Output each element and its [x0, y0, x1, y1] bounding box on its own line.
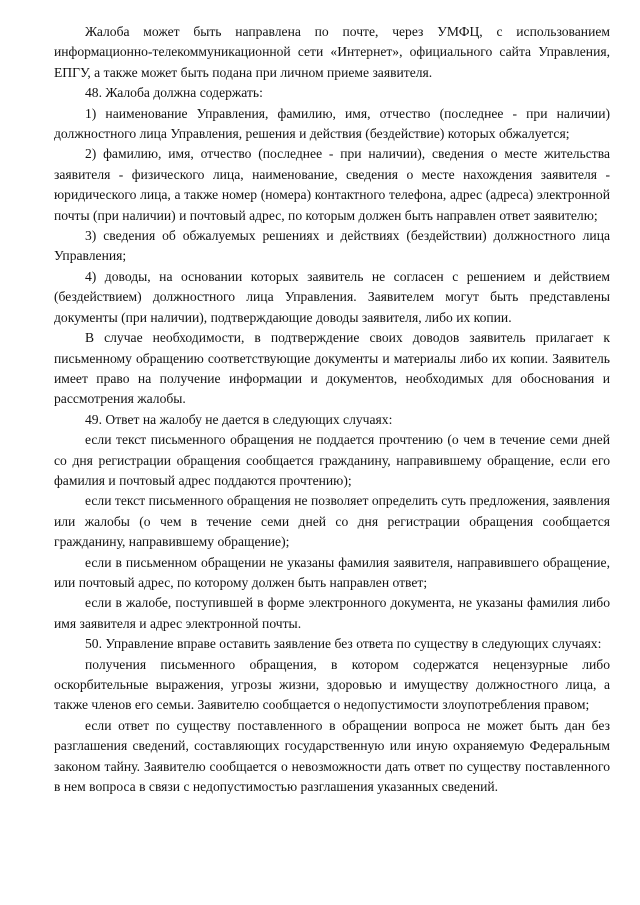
paragraph-49-case-no-name-address: если в письменном обращении не указаны фамилия заявителя, направившего обращение, или почтовый адрес, по которому должен быть направлен ответ; [54, 554, 610, 590]
paragraph-49-case-unreadable: если текст письменного обращения не поддается прочтению (о чем в течение семи дней со дня регистрации обращения сообщается гражданину, направившему обращение, если его фамилия и почтовый адрес поддаются прочтению); [54, 432, 610, 488]
paragraph-50-case-obscene: получения письменного обращения, в котором содержатся нецензурные либо оскорбительные выражения, угрозы жизни, здоровью и имуществу должностного лица, а также членов его семьи. Заявителю сообщается о недопустимости злоупотребления правом; [54, 656, 610, 713]
paragraph-48-item-2: 2) фамилию, имя, отчество (последнее - при наличии), сведения о месте жительства заявителя - физического лица, наименование, сведения о месте нахождения заявителя - юридического лица, а также номер (номера) контактного телефона, адрес (адреса) электронной почты (при наличии) и почтовый адрес, по которым должен быть направлен ответ заявителю; [54, 146, 610, 223]
paragraph-supporting-documents: В случае необходимости, в подтверждение своих доводов заявитель прилагает к письменному обращению соответствующие документы и материалы либо их копии. Заявитель имеет право на получение информации и документов, необходимых для обоснования и рассмотрения жалобы. [54, 330, 610, 407]
paragraph-48-item-4: 4) доводы, на основании которых заявитель не согласен с решением и действием (бездействием) должностного лица Управления. Заявителем могут быть представлены документы (при наличии), подтверждающие доводы заявителя, либо их копии. [54, 268, 610, 325]
paragraph-50-heading: 50. Управление вправе оставить заявление без ответа по существу в следующих случаях: [85, 636, 602, 652]
document-page [54, 22, 610, 797]
paragraph-49-case-electronic: если в жалобе, поступившей в форме электронного документа, не указаны фамилия либо имя заявителя и адрес электронной почты. [54, 595, 610, 631]
paragraph-48-item-1: 1) наименование Управления, фамилию, имя, отчество (последнее - при наличии) должностного лица Управления, решения и действия (бездействие) которых обжалуется; [54, 105, 610, 142]
paragraph-submission-methods: Жалоба может быть направлена по почте, через УМФЦ, с использованием информационно-телекоммуникационной сети «Интернет», официального сайта Управления, ЕПГУ, а также может быть подана при личном приеме заявителя. [54, 24, 610, 80]
paragraph-48-item-3: 3) сведения об обжалуемых решениях и действиях (бездействии) должностного лица Управления; [54, 228, 610, 264]
paragraph-48-heading: 48. Жалоба должна содержать: [85, 85, 263, 101]
paragraph-49-heading: 49. Ответ на жалобу не дается в следующих случаях: [85, 411, 393, 427]
paragraph-49-case-undefined-essence: если текст письменного обращения не позволяет определить суть предложения, заявления или жалобы (о чем в течение семи дней со дня регистрации обращения сообщается гражданину, направившему обращение); [54, 493, 610, 550]
paragraph-50-case-secret: если ответ по существу поставленного в обращении вопроса не может быть дан без разглашения сведений, составляющих государственную или иную охраняемую Федеральным законом тайну. Заявителю сообщается о невозможности дать ответ по существу поставленного в нем вопроса в связи с недопустимостью разглашения указанных сведений. [54, 717, 610, 795]
